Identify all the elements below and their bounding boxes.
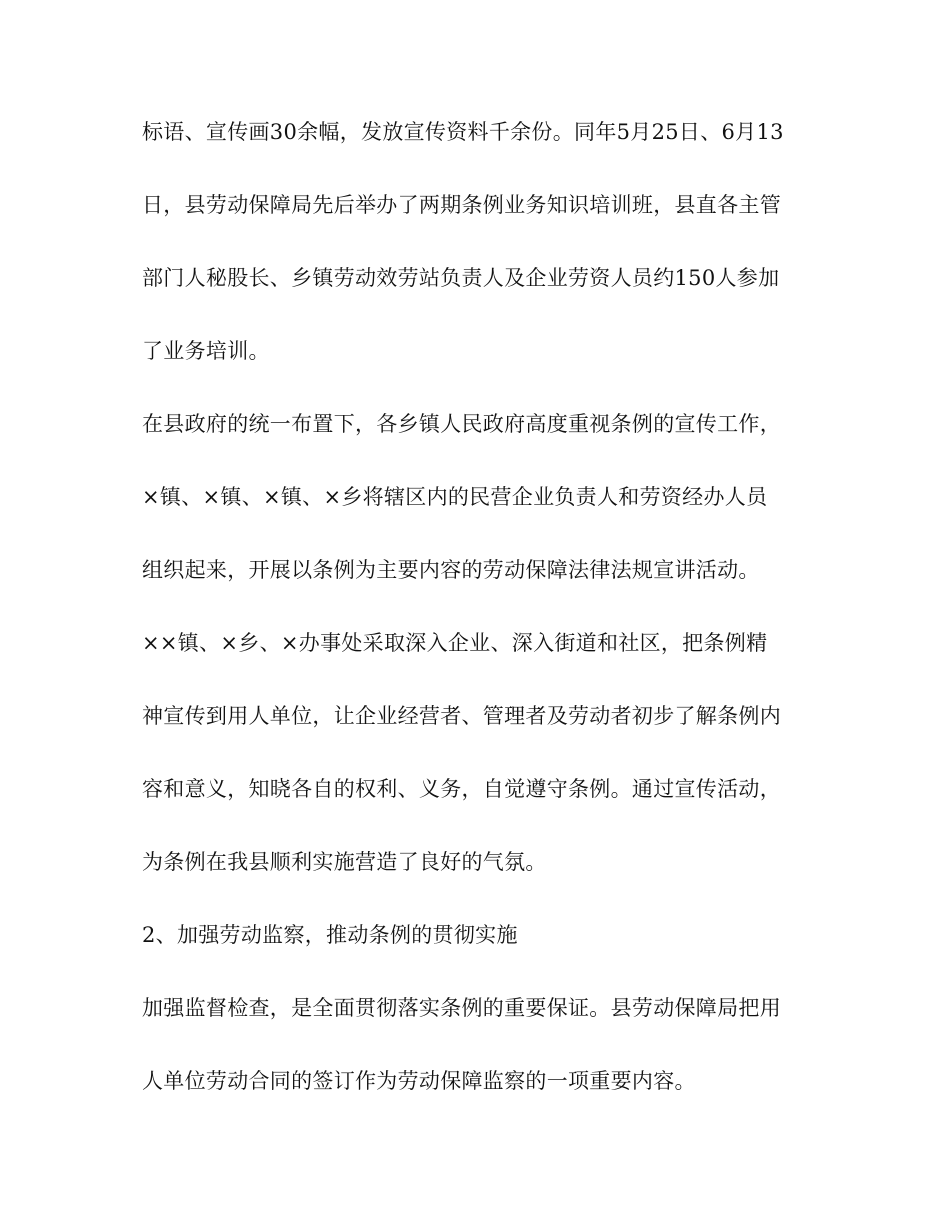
text-line: 人单位劳动合同的签订作为劳动保障监察的一项重要内容。: [142, 1069, 696, 1093]
text-line: 在县政府的统一布置下，各乡镇人民政府高度重视条例的宣传工作，: [142, 412, 781, 436]
text-line: ××镇、×乡、×办事处采取深入企业、深入街道和社区，把条例精: [142, 631, 768, 655]
text-line: 部门人秘股长、乡镇劳动效劳站负责人及企业劳资人员约150人参加: [142, 266, 780, 290]
section-heading: 2、加强劳动监察，推动条例的贯彻实施: [142, 923, 518, 947]
document-body: [142, 120, 812, 1142]
text-line: 标语、宣传画30余幅，发放宣传资料千余份。同年5月25日、6月13: [142, 120, 784, 144]
text-line: 容和意义，知晓各自的权利、义务，自觉遵守条例。通过宣传活动，: [142, 777, 781, 801]
text-line: ×镇、×镇、×镇、×乡将辖区内的民营企业负责人和劳资经办人员: [142, 485, 768, 509]
text-line: 加强监督检查，是全面贯彻落实条例的重要保证。县劳动保障局把用: [142, 996, 781, 1020]
text-line: 为条例在我县顺利实施营造了良好的气氛。: [142, 850, 547, 874]
text-line: 了业务培训。: [142, 339, 270, 363]
text-line: 日，县劳动保障局先后举办了两期条例业务知识培训班，县直各主管: [142, 193, 781, 217]
text-line: 组织起来，开展以条例为主要内容的劳动保障法律法规宣讲活动。: [142, 558, 760, 582]
text-line: 神宣传到用人单位，让企业经营者、管理者及劳动者初步了解条例内: [142, 704, 781, 728]
